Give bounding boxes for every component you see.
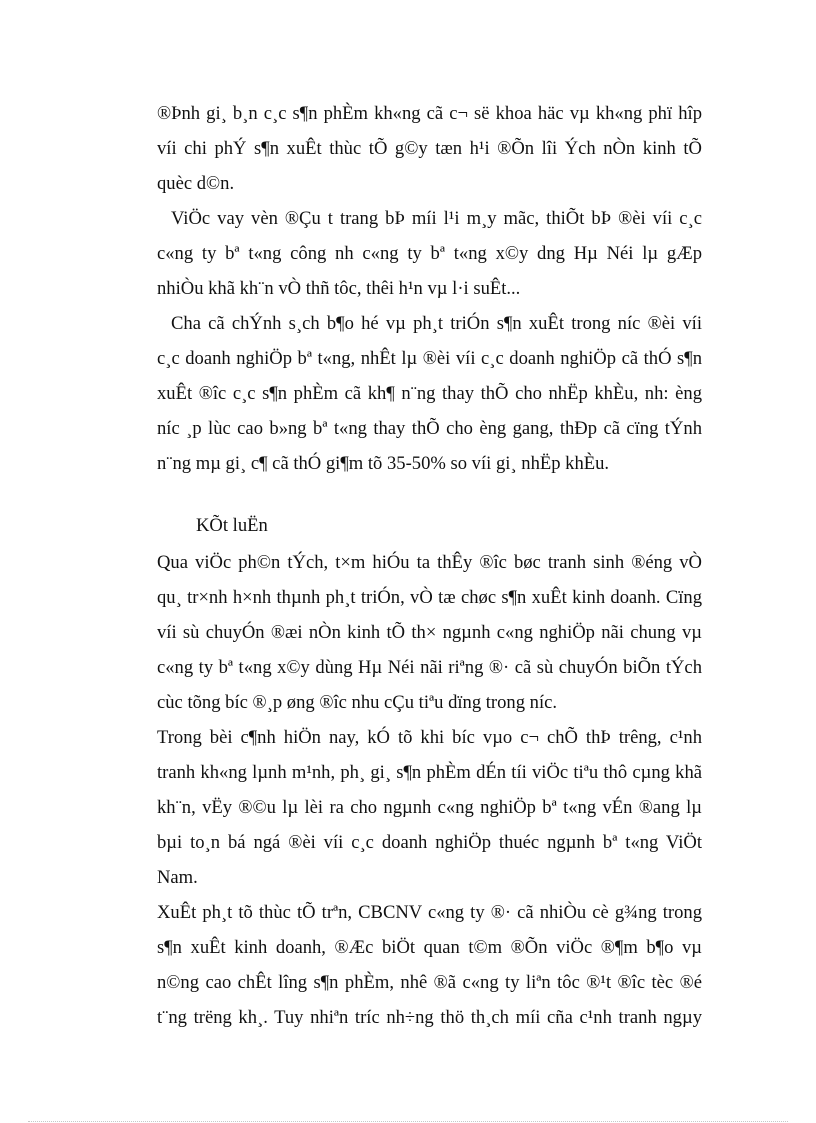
text-line: ViÖc vay vèn ®Çu t trang bÞ míi l¹i m¸y mãc, thiÕt bÞ ®èi víi c¸c: [171, 208, 702, 229]
text-line: t¨ng trëng kh¸. Tuy nhiªn tríc nh÷ng thö th¸ch míi cña c¹nh tranh ngµy: [157, 1007, 702, 1028]
text-line: xuÊt ®îc c¸c s¶n phÈm cã kh¶ n¨ng thay thÕ cho nhËp khÈu, nh: èng: [157, 383, 702, 404]
text-line: qu¸ tr×nh h×nh thµnh ph¸t triÓn, vÒ tæ chøc s¶n xuÊt kinh doanh. Cïng: [157, 587, 702, 608]
text-line: quèc d©n.: [157, 173, 235, 194]
text-line: s¶n xuÊt kinh doanh, ®Æc biÖt quan t©m ®Õn viÖc ®¶m b¶o vµ: [157, 937, 702, 958]
text-line: c«ng ty bª t«ng x©y dùng Hµ Néi nãi riªng ®· cã sù chuyÓn biÕn tÝch: [157, 657, 702, 678]
text-line: Cha cã chÝnh s¸ch b¶o hé vµ ph¸t triÓn s¶n xuÊt trong níc ®èi víi: [171, 313, 702, 334]
page-bottom-rule: [28, 1121, 788, 1122]
text-line: níc ¸p lùc cao b»ng bª t«ng thay thÕ cho èng gang, thÐp cã cïng tÝnh: [157, 418, 702, 439]
text-line: XuÊt ph¸t tõ thùc tÕ trªn, CBCNV c«ng ty ®· cã nhiÒu cè g¾ng trong: [157, 902, 702, 923]
text-line: c¸c doanh nghiÖp bª t«ng, nhÊt lµ ®èi víi c¸c doanh nghiÖp cã thÓ s¶n: [157, 348, 702, 369]
text-line: n©ng cao chÊt lîng s¶n phÈm, nhê ®ã c«ng ty liªn tôc ®¹t ®îc tèc ®é: [157, 972, 702, 993]
text-line: víi sù chuyÓn ®æi nÒn kinh tÕ th× ngµnh c«ng nghiÖp nãi chung vµ: [157, 622, 702, 643]
section-heading: KÕt luËn: [196, 515, 268, 536]
text-line: c«ng ty bª t«ng công nh c«ng ty bª t«ng x©y dng Hµ Néi lµ gÆp: [157, 243, 702, 264]
text-line: Nam.: [157, 867, 198, 888]
text-line: kh¨n, vËy ®©u lµ lèi ra cho ngµnh c«ng nghiÖp bª t«ng vÉn ®ang lµ: [157, 797, 702, 818]
text-line: nhiÒu khã kh¨n vÒ thñ tôc, thêi h¹n vµ l·i suÊt...: [157, 278, 521, 299]
text-line: bµi to¸n bá ngá ®èi víi c¸c doanh nghiÖp thuéc ngµnh bª t«ng ViÖt: [157, 832, 702, 853]
text-line: ®Þnh gi¸ b¸n c¸c s¶n phÈm kh«ng cã c¬ së khoa häc vµ kh«ng phï hîp: [157, 103, 702, 124]
text-line: cùc tõng bíc ®¸p øng ®îc nhu cÇu tiªu dïng trong níc.: [157, 692, 558, 713]
text-line: n¨ng mµ gi¸ c¶ cã thÓ gi¶m tõ 35-50% so víi gi¸ nhËp khÈu.: [157, 453, 610, 474]
text-line: tranh kh«ng lµnh m¹nh, ph¸ gi¸ s¶n phÈm dÉn tíi viÖc tiªu thô cµng khã: [157, 762, 702, 783]
text-line: Trong bèi c¶nh hiÖn nay, kÓ tõ khi bíc vµo c¬ chÕ thÞ trêng, c¹nh: [157, 727, 702, 748]
text-line: Qua viÖc ph©n tÝch, t×m hiÓu ta thÊy ®îc bøc tranh sinh ®éng vÒ: [157, 552, 702, 573]
text-line: víi chi phÝ s¶n xuÊt thùc tÕ g©y tæn h¹i ®Õn lîi Ých nÒn kinh tÕ: [157, 138, 702, 159]
